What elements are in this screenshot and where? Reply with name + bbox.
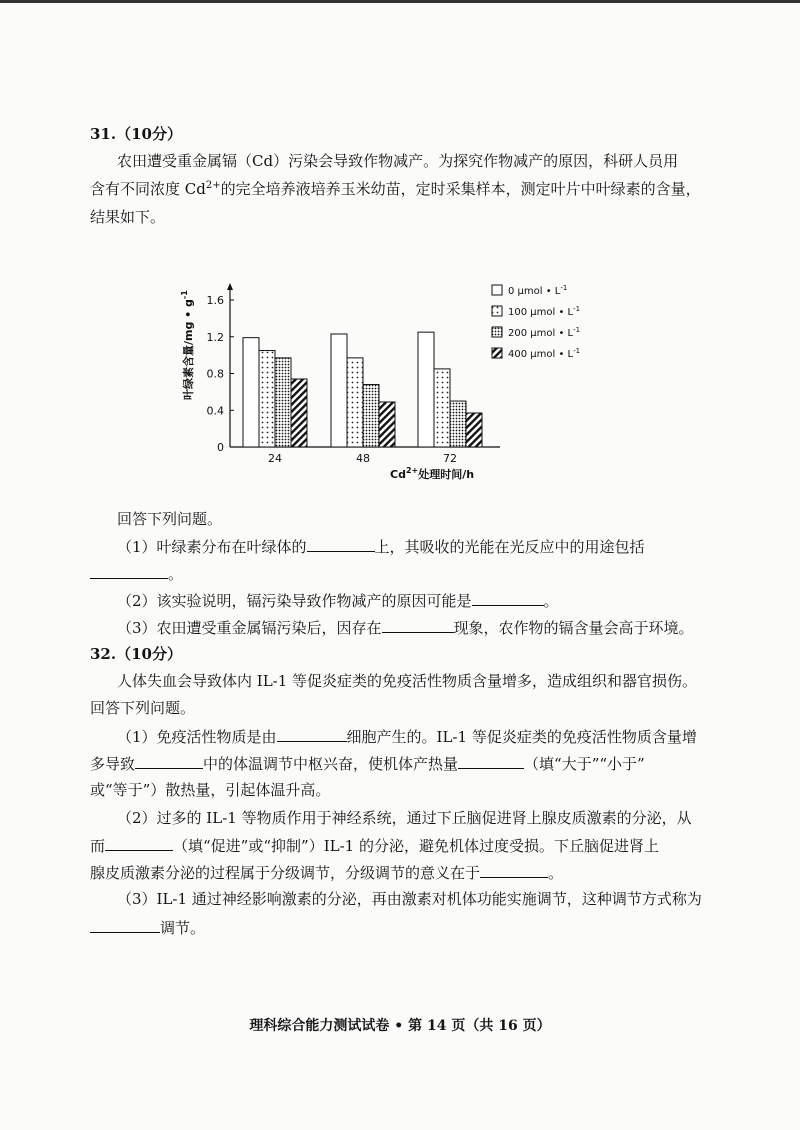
- q32-intro-line-1: 人体失血会导致体内 IL-1 等促炎症类的免疫活性物质含量增多，造成组织和器官损伤。: [117, 672, 698, 690]
- legend-label: 0 μmol • $L^{-1}$: [508, 284, 568, 297]
- y-tick-label: 0.8: [206, 367, 224, 381]
- y-tick-label: 1.6: [206, 294, 224, 307]
- q32-part-3-cont: 调节。: [90, 916, 205, 939]
- q32-intro-line-2: 回答下列问题。: [90, 699, 196, 717]
- q32-part-2-cont: 而 （填“促进”或“抑制”）IL-1 的分泌，避免机体过度受损。下丘脑促进肾上: [90, 834, 659, 857]
- answer-blank[interactable]: [382, 616, 454, 633]
- q31-part-1-cont: 。: [90, 562, 183, 585]
- bar-48-series-2: [347, 358, 363, 447]
- q32-part-1-end: 或“等于”）散热量，引起体温升高。: [90, 781, 331, 799]
- bar-72-series-1: [418, 332, 434, 447]
- q31-answer-prompt: 回答下列问题。: [117, 510, 223, 528]
- answer-blank[interactable]: [135, 752, 203, 769]
- q32-part-2: （2）过多的 IL-1 等物质作用于神经系统，通过下丘脑促进肾上腺皮质激素的分泌，从: [117, 809, 692, 827]
- q31-heading: 31.（10分）: [90, 125, 182, 143]
- bar-24-series-2: [259, 351, 275, 447]
- legend-label: 100 μmol • $L^{-1}$: [508, 305, 581, 318]
- answer-blank[interactable]: [472, 589, 544, 606]
- y-tick-label: 0.4: [206, 404, 224, 418]
- y-tick-label: 0: [217, 441, 224, 454]
- y-tick-label: 1.2: [206, 330, 224, 344]
- answer-blank[interactable]: [90, 916, 160, 933]
- q32-part-3: （3）IL-1 通过神经影响激素的分泌，再由激素对机体功能实施调节，这种调节方式称为: [117, 890, 702, 908]
- q32-heading: 32.（10分）: [90, 645, 182, 663]
- bar-72-series-2: [434, 369, 450, 447]
- x-tick-label: 72: [443, 452, 457, 465]
- legend-label: 400 μmol • $L^{-1}$: [508, 347, 581, 360]
- legend-label: 200 μmol • $L^{-1}$: [508, 326, 581, 339]
- legend-swatch: [492, 327, 502, 337]
- answer-blank[interactable]: [307, 535, 375, 552]
- q31-intro-line-1: 农田遭受重金属镉（Cd）污染会导致作物减产。为探究作物减产的原因，科研人员用: [117, 152, 679, 170]
- q31-intro-line-2: 含有不同浓度 $Cd^{2+}$的完全培养液培养玉米幼苗，定时采集样本，测定叶片中叶绿素的含量，: [90, 180, 701, 198]
- q31-part-1: （1）叶绿素分布在叶绿体的 上，其吸收的光能在光反应中的用途包括: [117, 535, 645, 558]
- chlorophyll-bar-chart: [170, 270, 610, 490]
- q31-part-3: （3）农田遭受重金属镉污染后，因存在 现象，农作物的镉含量会高于环境。: [117, 616, 694, 639]
- bar-48-series-4: [379, 402, 395, 447]
- page-footer: 理科综合能力测试试卷 • 第 14 页（共 16 页）: [249, 1018, 551, 1034]
- bar-24-series-1: [243, 338, 259, 447]
- bar-24-series-3: [275, 358, 291, 447]
- q32-part-1: （1）免疫活性物质是由 细胞产生的。IL-1 等促炎症类的免疫活性物质含量增: [117, 725, 697, 748]
- legend-swatch: [492, 348, 502, 358]
- answer-blank[interactable]: [277, 725, 347, 742]
- legend-swatch: [492, 285, 502, 295]
- y-axis-arrow: [227, 283, 233, 290]
- bar-48-series-1: [331, 334, 347, 447]
- x-tick-label: 48: [356, 452, 370, 465]
- x-axis-label: $Cd^{2+}$处理时间/h: [390, 466, 475, 481]
- q31-intro-line-3: 结果如下。: [90, 208, 166, 226]
- q32-part-2-end: 腺皮质激素分泌的过程属于分级调节，分级调节的意义在于 。: [90, 861, 563, 884]
- bar-72-series-4: [466, 413, 482, 447]
- q31-part-2: （2）该实验说明，镉污染导致作物减产的原因可能是 。: [117, 589, 559, 612]
- answer-blank[interactable]: [458, 752, 524, 769]
- x-tick-label: 24: [268, 452, 282, 465]
- legend-swatch: [492, 306, 502, 316]
- bar-72-series-3: [450, 401, 466, 447]
- answer-blank[interactable]: [105, 834, 173, 851]
- bar-48-series-3: [363, 385, 379, 447]
- bar-24-series-4: [291, 379, 307, 447]
- answer-blank[interactable]: [480, 861, 548, 878]
- y-axis-label: 叶绿素含量/mg • $g^{-1}$: [180, 290, 195, 400]
- answer-blank[interactable]: [90, 562, 168, 579]
- q32-part-1-cont: 多导致 中的体温调节中枢兴奋，使机体产热量 （填“大于”“小于”: [90, 752, 645, 775]
- page-top-rule: [0, 0, 800, 3]
